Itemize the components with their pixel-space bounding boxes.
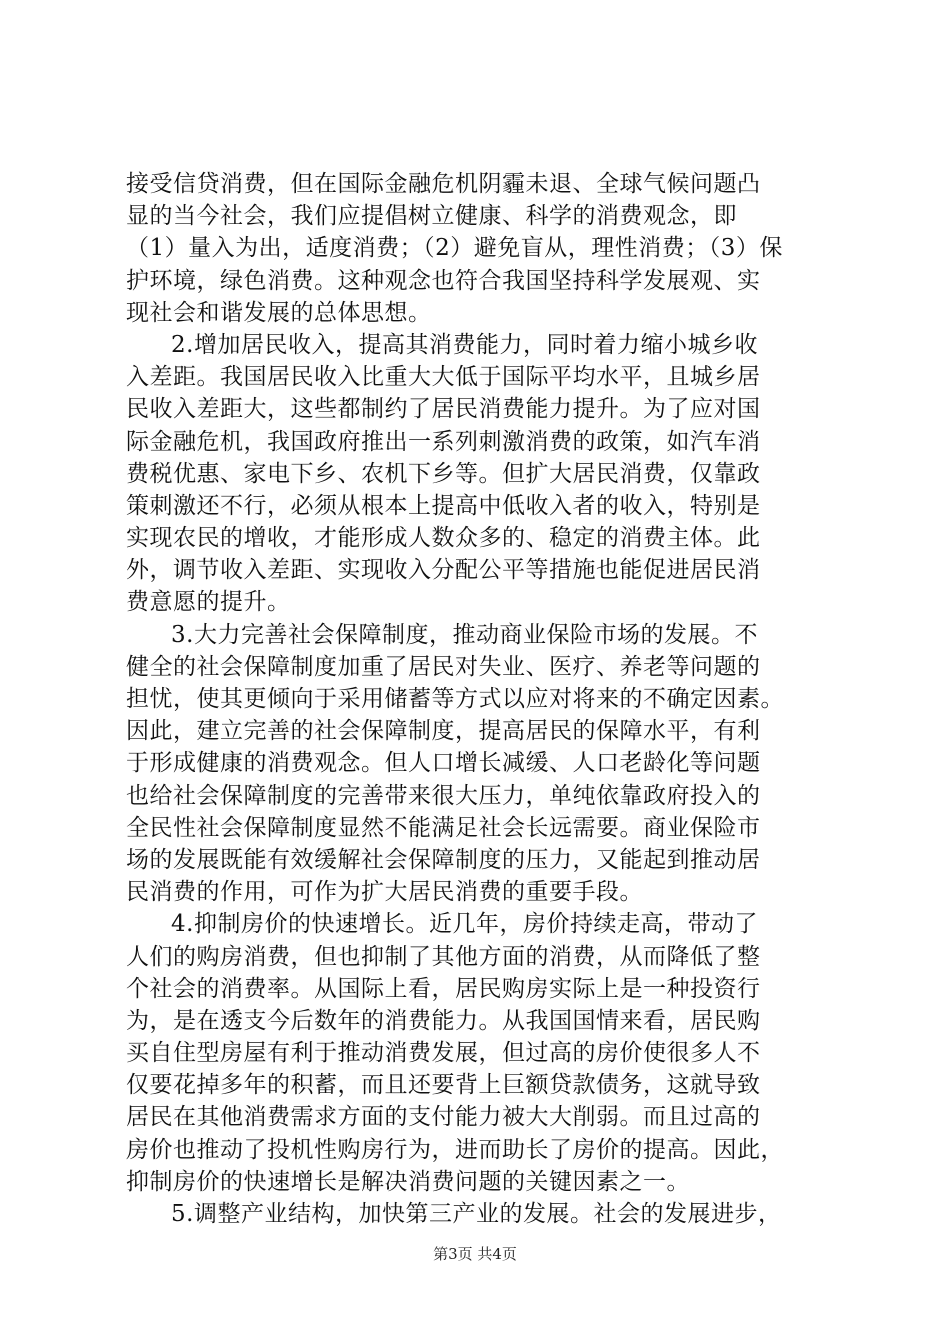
text-line: （1）量入为出，适度消费；（2）避免盲从，理性消费；（3）保 bbox=[126, 235, 783, 262]
page-number-footer: 第3页 共4页 bbox=[433, 1245, 517, 1263]
text-line: 也给社会保障制度的完善带来很大压力，单纯依靠政府投入的 bbox=[126, 782, 761, 809]
text-line: 房价也推动了投机性购房行为，进而助长了房价的提高。因此， bbox=[126, 1136, 784, 1163]
text-line: 居民在其他消费需求方面的支付能力被大大削弱。而且过高的 bbox=[126, 1104, 761, 1131]
text-line: 仅要花掉多年的积蓄，而且还要背上巨额贷款债务，这就导致 bbox=[126, 1072, 761, 1099]
paragraph-start-line: 2.增加居民收入，提高其消费能力，同时着力缩小城乡收 bbox=[171, 331, 758, 358]
text-line: 人们的购房消费，但也抑制了其他方面的消费，从而降低了整 bbox=[126, 943, 761, 970]
paragraph-start-line: 5.调整产业结构，加快第三产业的发展。社会的发展进步， bbox=[171, 1201, 782, 1227]
text-line: 抑制房价的快速增长是解决消费问题的关键因素之一。 bbox=[126, 1168, 690, 1195]
text-line: 显的当今社会，我们应提倡树立健康、科学的消费观念，即 bbox=[126, 203, 737, 230]
text-line: 费意愿的提升。 bbox=[126, 589, 291, 616]
text-line: 买自住型房屋有利于推动消费发展，但过高的房价使很多人不 bbox=[126, 1040, 761, 1067]
text-line: 健全的社会保障制度加重了居民对失业、医疗、养老等问题的 bbox=[126, 653, 761, 680]
text-line: 接受信贷消费，但在国际金融危机阴霾未退、全球气候问题凸 bbox=[126, 171, 761, 197]
text-line: 策刺激还不行，必须从根本上提高中低收入者的收入，特别是 bbox=[126, 492, 761, 519]
paragraph-start-line: 3.大力完善社会保障制度，推动商业保险市场的发展。不 bbox=[171, 621, 758, 648]
text-line: 民收入差距大，这些都制约了居民消费能力提升。为了应对国 bbox=[126, 396, 761, 423]
text-line: 入差距。我国居民收入比重大大低于国际平均水平，且城乡居 bbox=[126, 364, 761, 391]
text-line: 个社会的消费率。从国际上看，居民购房实际上是一种投资行 bbox=[126, 975, 761, 1002]
document-body bbox=[126, 168, 838, 1230]
text-line: 民消费的作用，可作为扩大居民消费的重要手段。 bbox=[126, 879, 643, 906]
text-line: 际金融危机，我国政府推出一系列刺激消费的政策，如汽车消 bbox=[126, 428, 761, 455]
text-line: 于形成健康的消费观念。但人口增长减缓、人口老龄化等问题 bbox=[126, 750, 761, 777]
text-line: 费税优惠、家电下乡、农机下乡等。但扩大居民消费，仅靠政 bbox=[126, 460, 761, 487]
text-line: 场的发展既能有效缓解社会保障制度的压力，又能起到推动居 bbox=[126, 846, 761, 873]
text-line: 外，调节收入差距、实现收入分配公平等措施也能促进居民消 bbox=[126, 557, 761, 584]
paragraph-start-line: 4.抑制房价的快速增长。近几年，房价持续走高，带动了 bbox=[171, 911, 758, 938]
text-line: 现社会和谐发展的总体思想。 bbox=[126, 299, 432, 326]
text-line: 护环境，绿色消费。这种观念也符合我国坚持科学发展观、实 bbox=[126, 267, 761, 294]
text-line: 全民性社会保障制度显然不能满足社会长远需要。商业保险市 bbox=[126, 814, 761, 841]
text-line: 为，是在透支今后数年的消费能力。从我国国情来看，居民购 bbox=[126, 1007, 761, 1034]
text-line: 实现农民的增收，才能形成人数众多的、稳定的消费主体。此 bbox=[126, 525, 761, 552]
text-line: 因此，建立完善的社会保障制度，提高居民的保障水平，有利 bbox=[126, 718, 761, 745]
text-line: 担忧，使其更倾向于采用储蓄等方式以应对将来的不确定因素。 bbox=[126, 686, 784, 712]
